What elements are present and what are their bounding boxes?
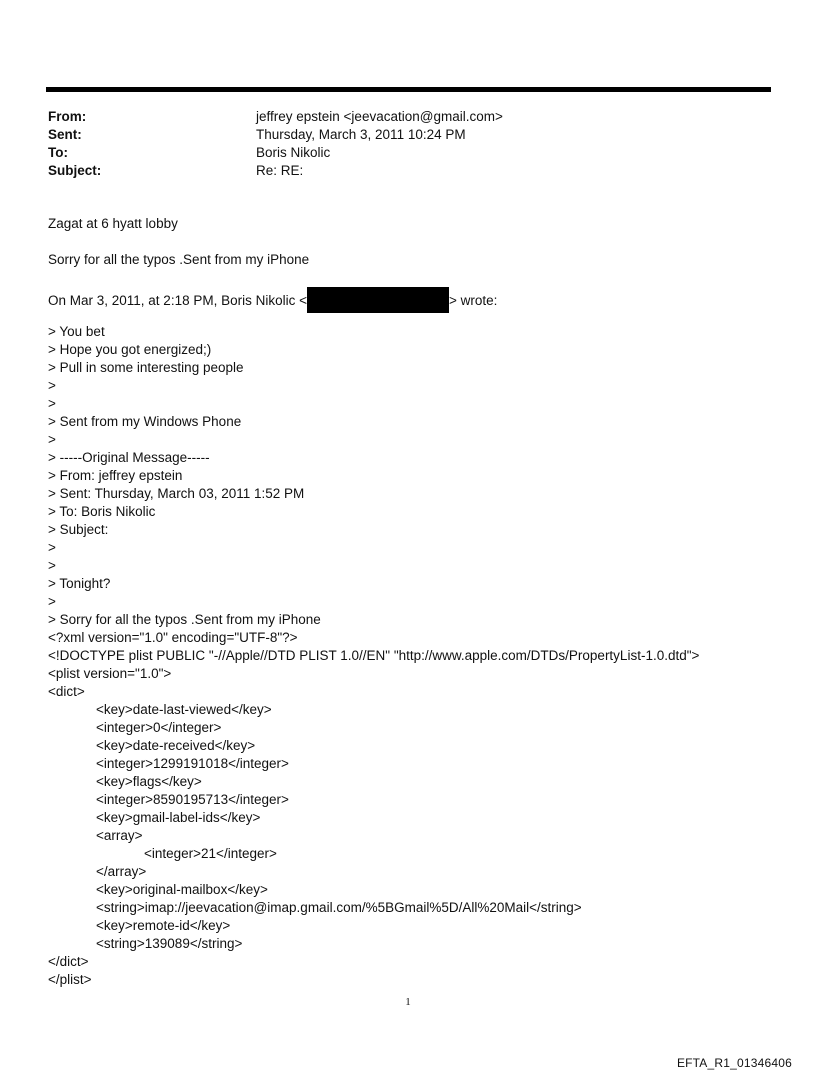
plist-line: <integer>1299191018</integer> [96,756,289,771]
quoted-line: > -----Original Message----- [48,450,210,465]
plist-line: <array> [96,828,143,843]
subject-value: Re: RE: [256,163,304,178]
quoted-line: > From: jeffrey epstein [48,468,183,483]
from-label: From: [48,109,87,124]
document-id: EFTA_R1_01346406 [676,1056,792,1070]
plist-line: <!DOCTYPE plist PUBLIC "-//Apple//DTD PLIST 1.0//EN" "http://www.apple.com/DTDs/PropertyList-1.0.dtd"> [48,648,700,663]
plist-line: <integer>21</integer> [144,846,277,861]
quoted-line: > Tonight? [48,576,111,591]
plist-line: <integer>8590195713</integer> [96,792,289,807]
plist-line: <key>gmail-label-ids</key> [96,810,261,825]
email-header [48,108,768,180]
quoted-line: > Pull in some interesting people [48,360,244,375]
plist-line: <dict> [48,684,85,699]
quoted-line: > Sorry for all the typos .Sent from my iPhone [48,612,321,627]
header-row-from [48,108,768,126]
signature-line: Sorry for all the typos .Sent from my iPhone [48,252,310,267]
attribution-prefix: On Mar 3, 2011, at 2:18 PM, Boris Nikolic < [48,293,307,308]
to-label: To: [48,145,68,160]
quoted-line: > [48,432,56,447]
plist-line: <key>flags</key> [96,774,202,789]
sent-label: Sent: [48,127,82,142]
from-value: jeffrey epstein <jeevacation@gmail.com> [256,109,503,124]
plist-line: <key>remote-id</key> [96,918,231,933]
quoted-line: > Sent from my Windows Phone [48,414,242,429]
attribution-suffix: > wrote: [449,293,498,308]
to-value: Boris Nikolic [256,145,331,160]
plist-line: </dict> [48,954,89,969]
plist-line: <key>date-last-viewed</key> [96,702,272,717]
quoted-line: > [48,540,56,555]
plist-line: </array> [96,864,147,879]
plist-line: </plist> [48,972,92,987]
quoted-line: > [48,558,56,573]
plist-line: <plist version="1.0"> [48,666,172,681]
plist-line: <string>imap://jeevacation@imap.gmail.com/%5BGmail%5D/All%20Mail</string> [96,900,582,915]
sent-value: Thursday, March 3, 2011 10:24 PM [256,127,466,142]
header-row-sent [48,126,768,144]
attribution-line [48,287,497,313]
plist-line: <key>date-received</key> [96,738,256,753]
quoted-line: > [48,594,56,609]
header-row-subject [48,162,768,180]
plist-line: <?xml version="1.0" encoding="UTF-8"?> [48,630,298,645]
quoted-message [48,323,768,989]
plist-line: <key>original-mailbox</key> [96,882,268,897]
plist-line: <integer>0</integer> [96,720,222,735]
subject-label: Subject: [48,163,102,178]
header-rule [46,87,771,92]
quoted-line: > [48,396,56,411]
quoted-line: > [48,378,56,393]
quoted-line: > Subject: [48,522,109,537]
quoted-line: > Sent: Thursday, March 03, 2011 1:52 PM [48,486,305,501]
plist-line: <string>139089</string> [96,936,243,951]
redaction-block [307,287,449,313]
quoted-line: > Hope you got energized;) [48,342,212,357]
page-number: 1 [405,996,411,1008]
quoted-line: > To: Boris Nikolic [48,504,156,519]
quoted-line: > You bet [48,324,105,339]
body-line: Zagat at 6 hyatt lobby [48,216,178,231]
header-row-to [48,144,768,162]
